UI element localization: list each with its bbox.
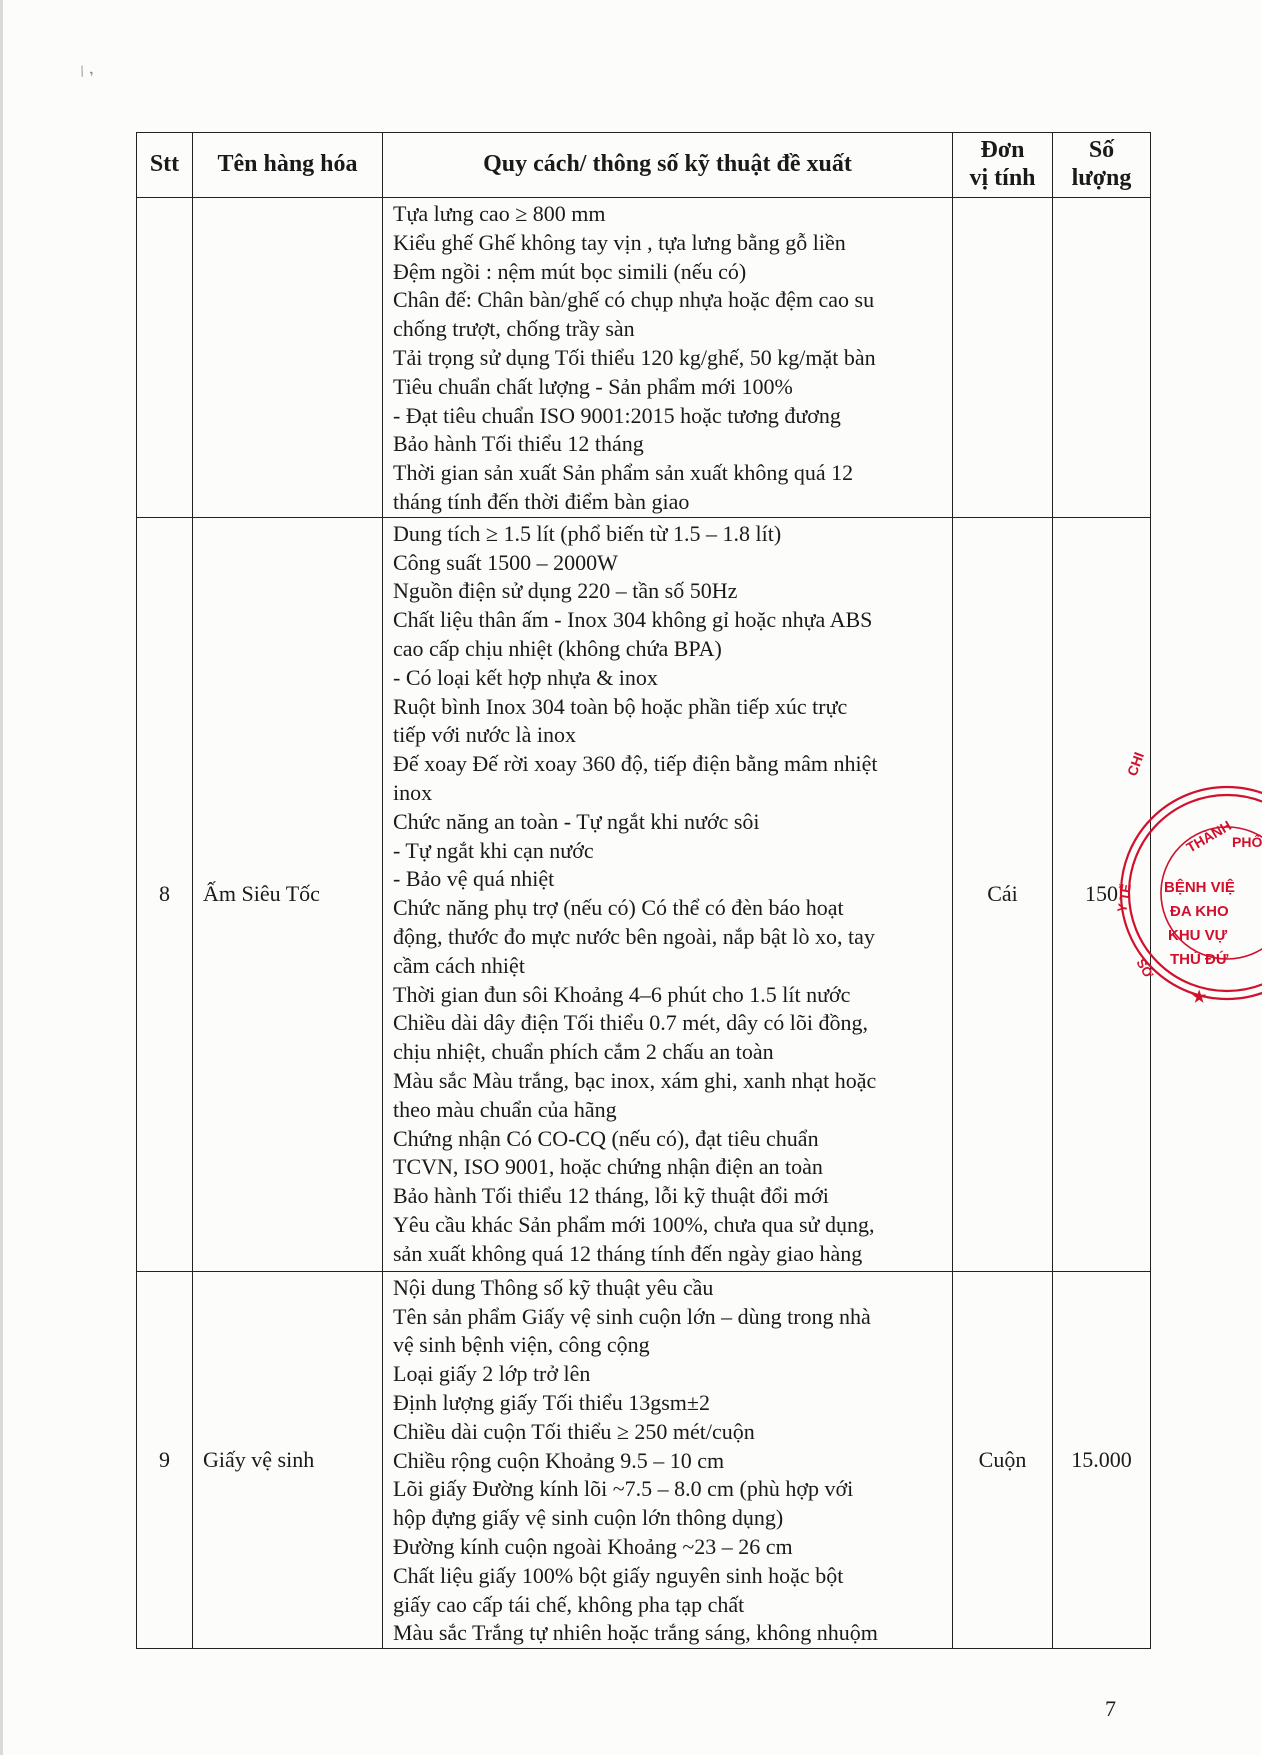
header-unit [953,133,1053,198]
spec-line: Chiều dài cuộn Tối thiểu ≥ 250 mét/cuộn [393,1418,755,1444]
header-specification: Quy cách/ thông số kỹ thuật đề xuất [383,133,953,198]
spec-line: Công suất 1500 – 2000W [393,549,618,575]
spec-line: - Đạt tiêu chuẩn ISO 9001:2015 hoặc tương đương [393,402,841,428]
cell-specification [383,1271,953,1648]
spec-line: Dung tích ≥ 1.5 lít (phổ biến từ 1.5 – 1.8 lít) [393,520,782,546]
svg-text:SỞ: SỞ [1133,956,1157,981]
spec-line: Chiều rộng cuộn Khoảng 9.5 – 10 cm [393,1447,725,1473]
header-quantity-line2: lượng [1071,165,1132,191]
svg-text:THÀNH: THÀNH [1183,817,1234,856]
stamp-line-3: KHU VỰ [1168,927,1228,944]
cell-specification [383,198,953,518]
svg-text:Y TẾ: Y TẾ [1114,882,1134,914]
spec-line: TCVN, ISO 9001, hoặc chứng nhận điện an toàn [393,1154,823,1180]
spec-line: Đế xoay Đế rời xoay 360 độ, tiếp điện bằng mâm nhiệt [393,751,878,777]
spec-line: Chất liệu giấy 100% bột giấy nguyên sinh hoặc bột [393,1562,844,1588]
header-item-name: Tên hàng hóa [193,133,383,198]
svg-text:CHI: CHI [1123,749,1148,779]
spec-line: theo màu chuẩn của hãng [393,1096,617,1122]
official-red-stamp [1112,715,1262,1015]
stamp-inner-lettering [1164,878,1235,968]
cell-quantity [1053,198,1151,518]
spec-line: Tải trọng sử dụng Tối thiểu 120 kg/ghế, 50 kg/mặt bàn [393,344,876,370]
svg-text:★: ★ [1192,989,1207,1006]
spec-line: chịu nhiệt, chuẩn phích cắm 2 chấu an toàn [393,1039,774,1065]
cell-unit: Cái [953,517,1053,1271]
cell-unit: Cuộn [953,1271,1053,1648]
page-number: 7 [1105,1696,1116,1721]
table-row [137,517,1151,1271]
spec-line: Màu sắc Màu trắng, bạc inox, xám ghi, xanh nhạt hoặc [393,1067,877,1093]
header-unit-line1: Đơn [980,137,1025,164]
cell-item-name [193,198,383,518]
table-row [137,1271,1151,1648]
spec-line: chống trượt, chống trầy sàn [393,316,635,342]
cell-item-name: Giấy vệ sinh [193,1271,383,1648]
stamp-line-4: THỦ ĐỨ [1170,951,1229,968]
spec-line: Đường kính cuộn ngoài Khoảng ~23 – 26 cm [393,1533,793,1559]
table-header-row [137,133,1151,198]
cell-specification [383,517,953,1271]
header-stt: Stt [137,133,193,198]
spec-line: động, thước đo mực nước bên ngoài, nắp bật lò xo, tay [393,923,875,949]
spec-line: Kiểu ghế Ghế không tay vịn , tựa lưng bằng gỗ liền [393,229,846,255]
svg-text:PHỐ: PHỐ [1232,834,1262,850]
spec-line: Định lượng giấy Tối thiểu 13gsm±2 [393,1389,710,1415]
spec-line: Chức năng an toàn - Tự ngắt khi nước sôi [393,808,760,834]
spec-line: Tiêu chuẩn chất lượng - Sản phẩm mới 100% [393,373,793,399]
spec-line: Chứng nhận Có CO-CQ (nếu có), đạt tiêu chuẩn [393,1125,819,1151]
spec-line: tiếp với nước là inox [393,722,577,748]
spec-line: inox [393,779,433,805]
spec-line: - Bảo vệ quá nhiệt [393,866,555,892]
spec-line: giấy cao cấp tái chế, không pha tạp chất [393,1591,745,1617]
stamp-line-2: ĐA KHO [1170,903,1229,920]
spec-line: Chất liệu thân ấm - Inox 304 không gỉ hoặc nhựa ABS [393,607,873,633]
spec-line: Tên sản phẩm Giấy vệ sinh cuộn lớn – dùng trong nhà [393,1303,871,1329]
spec-line: sản xuất không quá 12 tháng tính đến ngày giao hàng [393,1240,863,1266]
scan-pen-marks: / , [77,60,95,81]
spec-line: Chân đế: Chân bàn/ghế có chụp nhựa hoặc đệm cao su [393,287,875,313]
spec-line: Ruột bình Inox 304 toàn bộ hoặc phần tiếp xúc trực [393,693,848,719]
spec-line: - Có loại kết hợp nhựa & inox [393,664,658,690]
spec-line: Loại giấy 2 lớp trở lên [393,1361,591,1387]
spec-line: Chức năng phụ trợ (nếu có) Có thể có đèn báo hoạt [393,895,844,921]
spec-line: Màu sắc Trắng tự nhiên hoặc trắng sáng, không nhuộm [393,1620,878,1646]
spec-line: Thời gian sản xuất Sản phẩm sản xuất không quá 12 [393,460,854,486]
cell-stt: 8 [137,517,193,1271]
spec-line: Lõi giấy Đường kính lõi ~7.5 – 8.0 cm (phù hợp với [393,1476,854,1502]
spec-line: tháng tính đến thời điểm bàn giao [393,488,690,514]
table-row [137,198,1151,518]
header-quantity-line1: Số [1088,137,1115,164]
spec-line: Nguồn điện sử dụng 220 – tần số 50Hz [393,578,738,604]
cell-unit [953,198,1053,518]
stamp-line-1: BỆNH VIỆ [1164,879,1235,896]
spec-line: Chiều dài dây điện Tối thiểu 0.7 mét, dây có lõi đồng, [393,1010,868,1036]
header-unit-line2: vị tính [969,165,1036,191]
cell-quantity: 15.000 [1053,1271,1151,1648]
spec-line: Đệm ngồi : nệm mút bọc simili (nếu có) [393,258,747,284]
spec-line: Yêu cầu khác Sản phẩm mới 100%, chưa qua sử dụng, [393,1211,875,1237]
cell-stt: 9 [137,1271,193,1648]
cell-item-name: Ấm Siêu Tốc [193,517,383,1271]
spec-line: hộp đựng giấy vệ sinh cuộn lớn thông dụng) [393,1505,784,1531]
cell-quantity: 150 [1053,517,1151,1271]
spec-line: vệ sinh bệnh viện, công cộng [393,1332,650,1358]
spec-line: cao cấp chịu nhiệt (không chứa BPA) [393,635,722,661]
spec-line: Thời gian đun sôi Khoảng 4–6 phút cho 1.5 lít nước [393,981,851,1007]
spec-line: Bảo hành Tối thiểu 12 tháng [393,431,644,457]
spec-line: cầm cách nhiệt [393,952,525,978]
spec-line: - Tự ngắt khi cạn nước [393,837,594,863]
cell-stt [137,198,193,518]
spec-line: Tựa lưng cao ≥ 800 mm [393,201,606,226]
spec-line: Bảo hành Tối thiểu 12 tháng, lỗi kỹ thuật đổi mới [393,1183,829,1209]
scan-page-edge [0,0,3,1755]
header-quantity [1053,133,1151,198]
specification-table [136,132,1151,1649]
spec-line: Nội dung Thông số kỹ thuật yêu cầu [393,1274,714,1300]
